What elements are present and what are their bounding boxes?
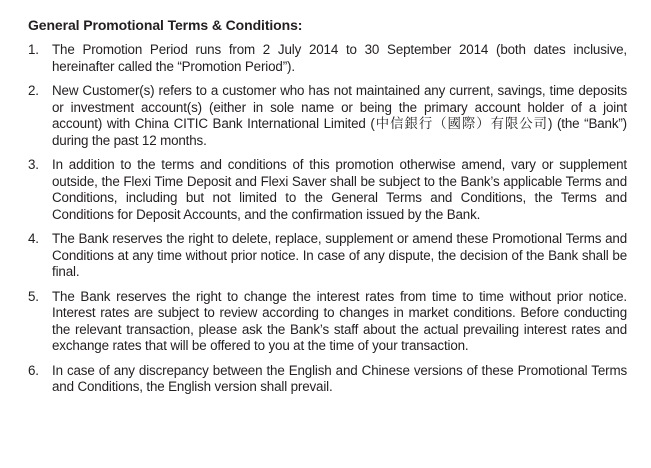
item-text: In case of any discrepancy between the English and Chinese versions of these Promotional Terms and Conditions, the English version shall prevail.: [52, 362, 627, 394]
item-text: New Customer(s) refers to a customer who has not maintained any current, savings, time deposits or investment account(s) (either in sole name or being the primary account holder of a joint account) with China CITIC Bank International Limited (中信銀行（國際）有限公司) (the “Bank”) during the past 12 months.: [52, 83, 627, 148]
item-number: 3.: [28, 157, 39, 172]
item-number: 1.: [28, 42, 39, 57]
item-text: The Bank reserves the right to delete, replace, supplement or amend these Promotional Terms and Conditions at any time without prior notice. In case of any dispute, the decision of the Bank shall be final.: [52, 231, 627, 279]
terms-item-6: [28, 363, 627, 396]
terms-item-4: [28, 231, 627, 281]
terms-item-5: [28, 289, 627, 355]
item-text: The Promotion Period runs from 2 July 2014 to 30 September 2014 (both dates inclusive, hereinafter called the “Promotion Period”).: [52, 42, 627, 74]
item-text: In addition to the terms and conditions of this promotion otherwise amend, vary or supplement outside, the Flexi Time Deposit and Flexi Saver shall be subject to the Bank’s applicable Terms and Conditions, including but not limited to the General Terms and Conditions, the Terms and Conditions for Deposit Accounts, and the confirmation issued by the Bank.: [52, 157, 627, 222]
item-text: The Bank reserves the right to change the interest rates from time to time without prior notice. Interest rates are subject to review according to changes in market conditions. Before conducting the relevant transaction, please ask the Bank’s staff about the actual prevailing interest rates and exchange rates that will be offered to you at the time of your transaction.: [52, 288, 627, 353]
terms-item-2: [28, 83, 627, 149]
terms-list: [28, 42, 627, 396]
item-number: 5.: [28, 288, 39, 304]
item-number: 6.: [28, 362, 39, 378]
terms-item-1: [28, 42, 627, 75]
item-number: 2.: [28, 83, 39, 98]
item-number: 4.: [28, 231, 39, 246]
terms-item-3: [28, 157, 627, 223]
terms-heading: General Promotional Terms & Conditions:: [28, 17, 303, 33]
